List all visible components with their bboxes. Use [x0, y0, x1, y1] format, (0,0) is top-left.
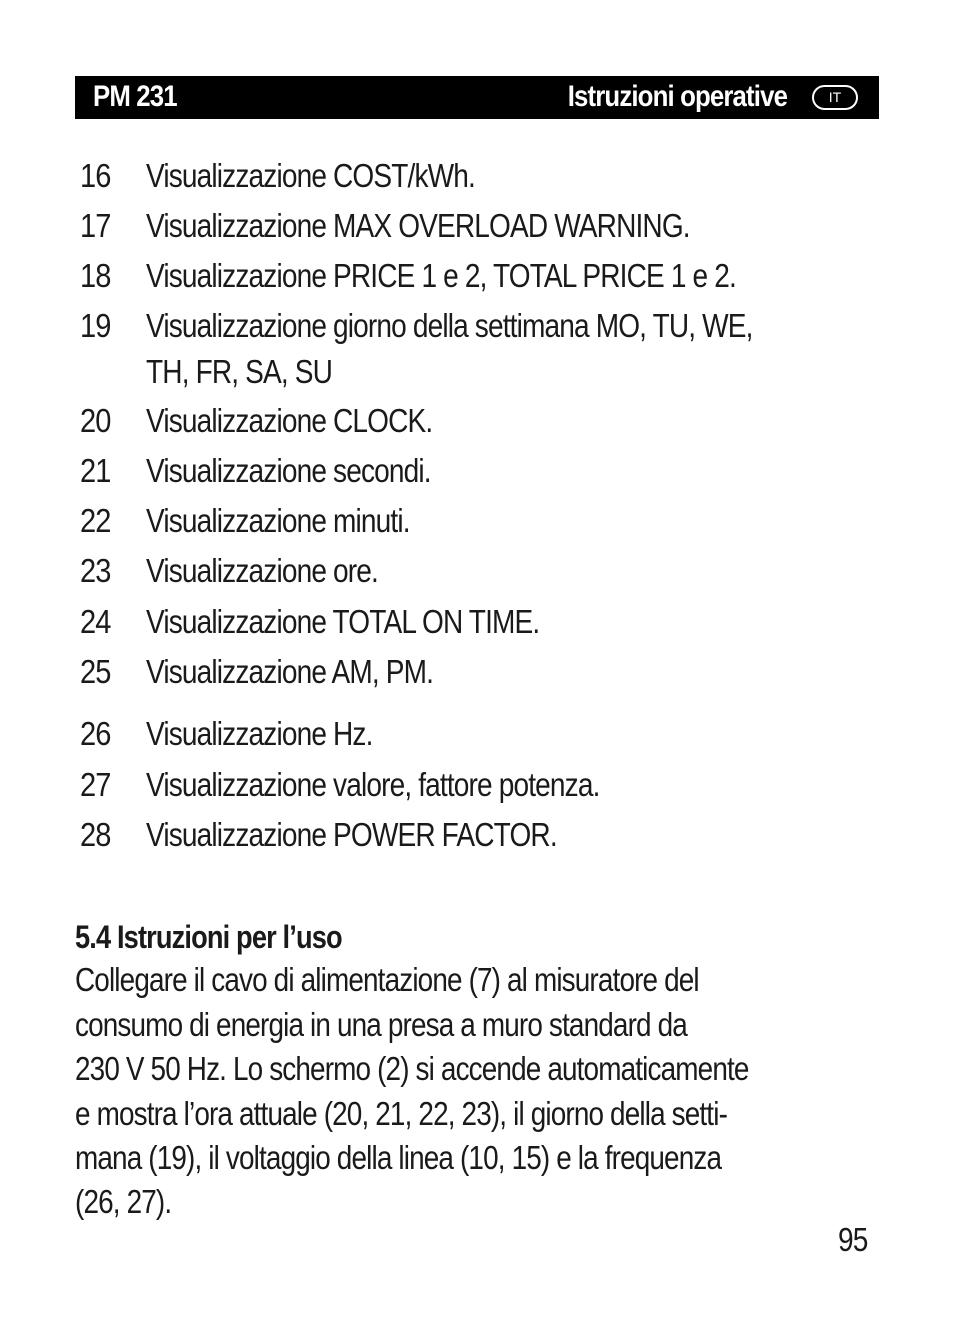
item-text: Visualizzazione COST/kWh. — [146, 157, 475, 194]
item-text: Visualizzazione POWER FACTOR. — [146, 816, 557, 853]
item-text: Visualizzazione TOTAL ON TIME. — [146, 603, 540, 640]
item-number: 22 — [80, 502, 111, 539]
language-badge: IT — [812, 85, 858, 110]
item-number: 25 — [80, 653, 111, 690]
item-text: Visualizzazione PRICE 1 e 2, TOTAL PRICE 1 e 2. — [146, 257, 736, 294]
item-number: 18 — [80, 257, 111, 294]
section-title: Istruzioni operative — [567, 80, 787, 113]
item-number: 21 — [80, 452, 111, 489]
item-number: 17 — [80, 207, 111, 244]
product-model: PM 231 — [93, 80, 177, 113]
item-number: 16 — [80, 157, 111, 194]
paragraph-line: e mostra l’ora attuale (20, 21, 22, 23), il giorno della setti- — [75, 1095, 728, 1132]
item-text: Visualizzazione ore. — [146, 552, 378, 589]
item-text-continued: TH, FR, SA, SU — [146, 353, 333, 390]
page-number: 95 — [838, 1221, 868, 1258]
item-text: Visualizzazione valore, fattore potenza. — [146, 766, 600, 803]
item-text: Visualizzazione secondi. — [146, 452, 431, 489]
item-text: Visualizzazione giorno della settimana MO, TU, WE, — [146, 307, 753, 344]
paragraph-line: (26, 27). — [75, 1183, 172, 1220]
item-text: Visualizzazione MAX OVERLOAD WARNING. — [146, 207, 690, 244]
section-heading: 5.4 Istruzioni per l’uso — [75, 919, 342, 955]
item-number: 19 — [80, 307, 111, 344]
item-number: 23 — [80, 552, 111, 589]
paragraph-line: consumo di energia in una presa a muro standard da — [75, 1006, 687, 1043]
item-number: 20 — [80, 402, 111, 439]
item-number: 26 — [80, 715, 111, 752]
item-number: 24 — [80, 603, 111, 640]
item-number: 27 — [80, 766, 111, 803]
item-number: 28 — [80, 816, 111, 853]
item-text: Visualizzazione AM, PM. — [146, 653, 434, 690]
item-text: Visualizzazione minuti. — [146, 502, 410, 539]
paragraph-line: mana (19), il voltaggio della linea (10, 15) e la frequenza — [75, 1139, 722, 1176]
item-text: Visualizzazione CLOCK. — [146, 402, 433, 439]
paragraph-line: Collegare il cavo di alimentazione (7) al misuratore del — [75, 961, 699, 998]
paragraph-line: 230 V 50 Hz. Lo schermo (2) si accende automaticamente — [75, 1050, 749, 1087]
item-text: Visualizzazione Hz. — [146, 715, 373, 752]
header-bar — [75, 76, 879, 119]
